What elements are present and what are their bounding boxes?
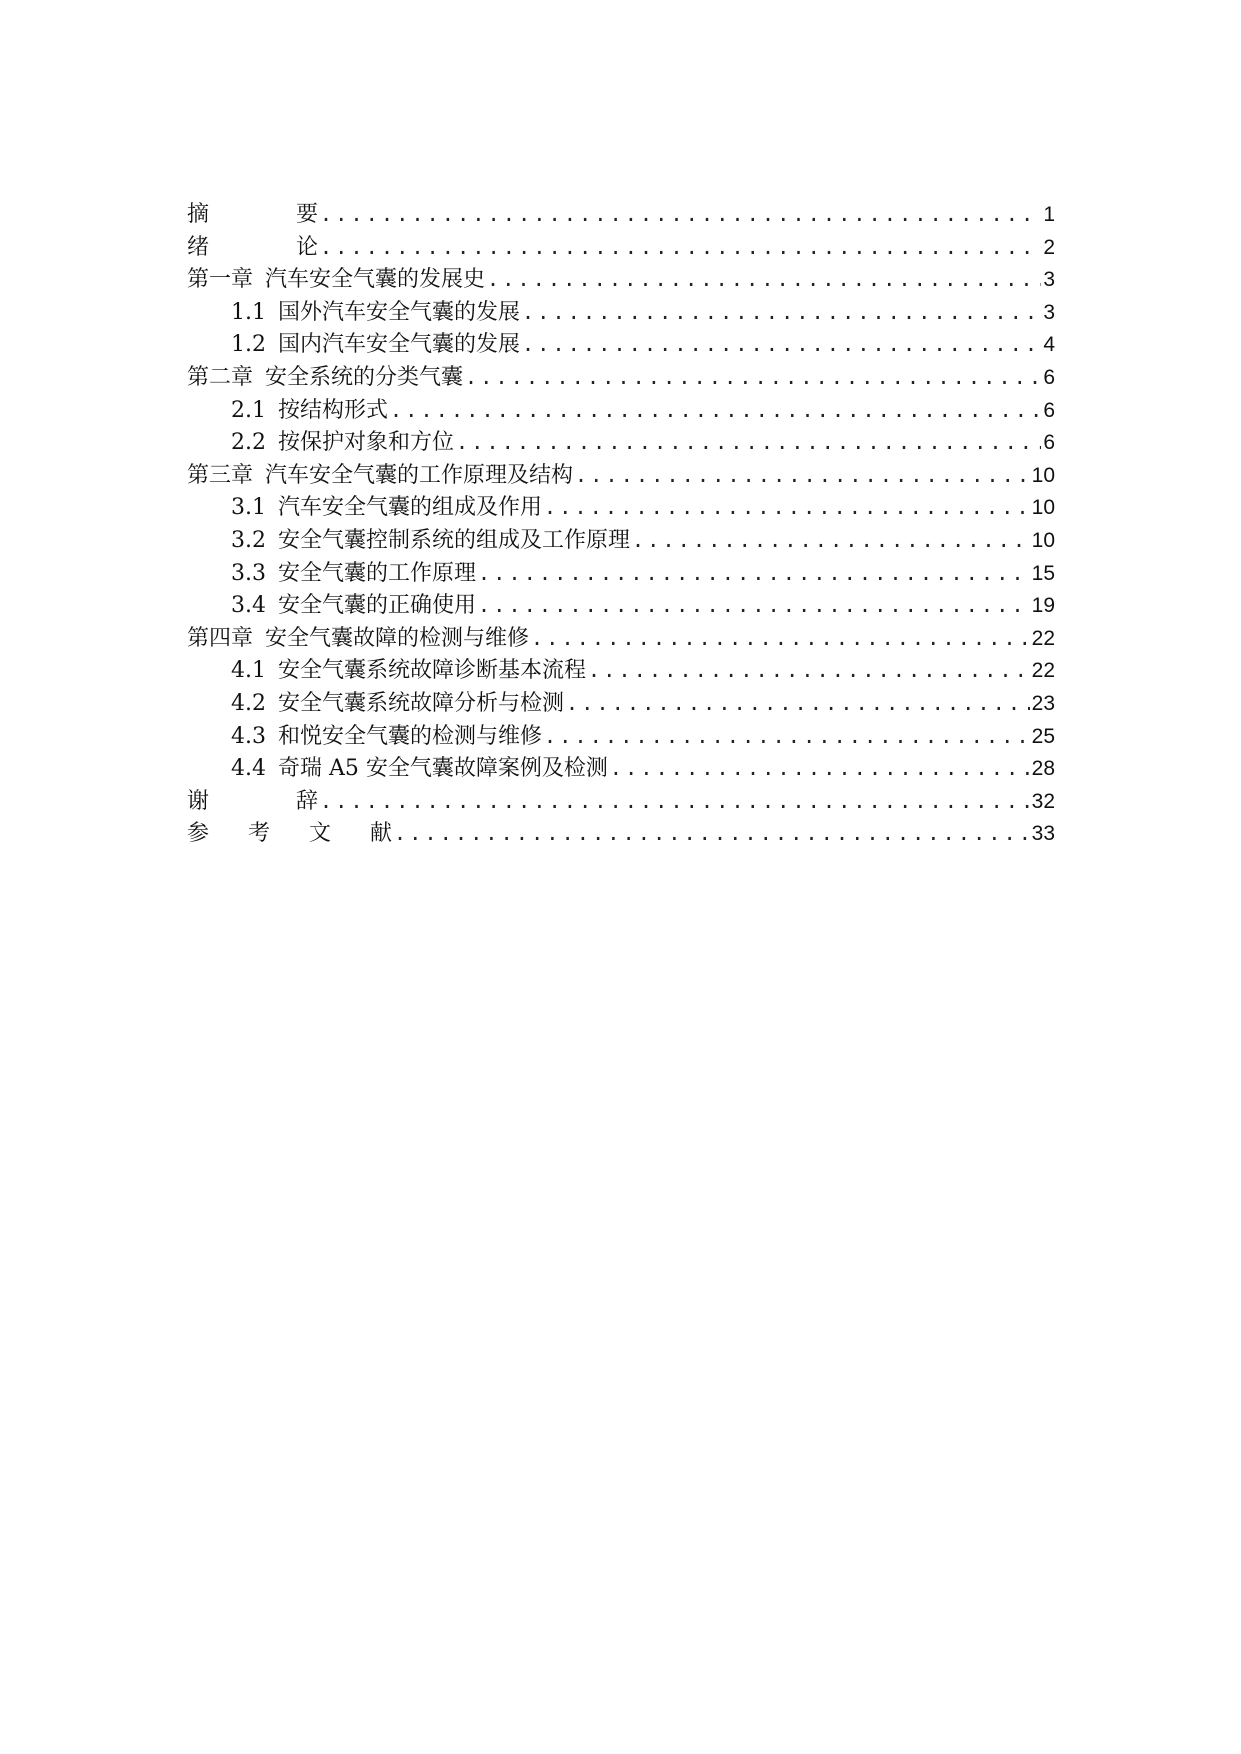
dot-leader <box>478 589 1030 622</box>
toc-entry-number: 4.3 <box>231 723 266 749</box>
toc-entry-title: 绪 论 <box>187 234 358 260</box>
toc-entry-introduction[interactable] <box>187 231 1055 264</box>
toc-entry-chapter-3[interactable] <box>187 459 1055 492</box>
toc-entry-page: 25 <box>1031 724 1055 748</box>
toc-entry-chapter-4[interactable] <box>187 622 1055 655</box>
toc-entry-title <box>231 590 476 623</box>
toc-entry-text: 汽车安全气囊的发展史 <box>265 267 486 293</box>
dot-leader <box>575 459 1030 492</box>
toc-entry-page: 10 <box>1031 496 1055 520</box>
toc-entry-section-4-3[interactable] <box>187 720 1055 753</box>
toc-entry-chapter-2[interactable] <box>187 361 1055 394</box>
toc-entry-page: 2 <box>1043 235 1055 259</box>
table-of-contents <box>187 198 1055 850</box>
toc-entry-number: 第三章 <box>187 462 254 488</box>
toc-entry-page: 19 <box>1031 594 1055 618</box>
toc-entry-section-1-2[interactable] <box>187 328 1055 361</box>
toc-entry-text: 按保护对象和方位 <box>278 430 455 456</box>
toc-entry-title <box>231 655 586 688</box>
toc-entry-title <box>231 427 454 460</box>
toc-entry-number: 2.1 <box>231 397 266 423</box>
toc-entry-text: 国内汽车安全气囊的发展 <box>278 332 521 358</box>
toc-entry-title <box>187 264 485 297</box>
toc-entry-page: 10 <box>1031 528 1055 552</box>
toc-entry-page: 1 <box>1043 203 1055 226</box>
toc-entry-section-3-2[interactable] <box>187 524 1055 557</box>
toc-entry-text: 汽车安全气囊的组成及作用 <box>278 495 543 521</box>
toc-entry-text: 国外汽车安全气囊的发展 <box>278 299 521 325</box>
toc-entry-title <box>231 753 608 786</box>
toc-entry-text: 安全气囊系统故障分析与检测 <box>278 690 565 716</box>
toc-entry-page: 22 <box>1031 626 1055 650</box>
toc-entry-text: 安全系统的分类气囊 <box>265 364 464 390</box>
toc-entry-number: 3.1 <box>231 495 266 521</box>
dot-leader <box>320 198 1041 231</box>
toc-entry-number: 1.1 <box>231 299 266 325</box>
toc-entry-title <box>231 525 630 558</box>
toc-entry-title <box>231 492 542 525</box>
toc-entry-number: 第一章 <box>187 267 254 293</box>
toc-entry-chapter-1[interactable] <box>187 263 1055 296</box>
dot-leader <box>456 426 1041 459</box>
toc-entry-page: 3 <box>1043 300 1055 324</box>
dot-leader <box>610 752 1030 785</box>
dot-leader <box>544 720 1030 753</box>
toc-entry-title <box>231 721 542 754</box>
toc-entry-abstract[interactable] <box>187 198 1055 231</box>
toc-entry-page: 6 <box>1043 398 1055 422</box>
toc-entry-text: 汽车安全气囊的工作原理及结构 <box>265 462 574 488</box>
toc-entry-section-3-4[interactable] <box>187 589 1055 622</box>
dot-leader <box>522 328 1041 361</box>
toc-entry-title: 谢 辞 <box>187 788 358 814</box>
toc-entry-number: 4.1 <box>231 658 266 684</box>
toc-entry-title <box>187 460 573 493</box>
toc-entry-title <box>231 329 520 362</box>
dot-leader <box>487 263 1041 296</box>
toc-entry-number: 2.2 <box>231 430 266 456</box>
toc-entry-text: 按结构形式 <box>278 397 389 423</box>
dot-leader <box>531 622 1030 655</box>
toc-entry-section-4-1[interactable] <box>187 654 1055 687</box>
toc-entry-title <box>231 297 520 330</box>
toc-entry-text: 安全气囊故障的检测与维修 <box>265 625 530 651</box>
toc-entry-title <box>231 688 564 721</box>
toc-entry-title <box>231 395 388 428</box>
toc-entry-acknowledgements[interactable] <box>187 785 1055 818</box>
dot-leader <box>478 557 1030 590</box>
toc-entry-title <box>231 558 476 591</box>
toc-entry-number: 3.3 <box>231 560 266 586</box>
dot-leader <box>390 394 1041 427</box>
toc-entry-page: 22 <box>1031 659 1055 683</box>
toc-entry-page: 4 <box>1043 333 1055 357</box>
toc-entry-section-4-4[interactable] <box>187 752 1055 785</box>
toc-entry-text: 安全气囊系统故障诊断基本流程 <box>278 658 587 684</box>
toc-entry-text: 和悦安全气囊的检测与维修 <box>278 723 543 749</box>
toc-entry-number: 3.2 <box>231 527 266 553</box>
toc-entry-title: 参 考 文 献 <box>187 821 408 847</box>
toc-entry-section-2-1[interactable] <box>187 394 1055 427</box>
toc-entry-title <box>187 623 529 656</box>
toc-entry-page: 23 <box>1031 691 1055 715</box>
toc-entry-number: 第四章 <box>187 625 254 651</box>
toc-entry-page: 15 <box>1031 561 1055 585</box>
toc-entry-title <box>187 362 463 395</box>
dot-leader <box>394 817 1030 850</box>
dot-leader <box>522 296 1041 329</box>
dot-leader <box>320 785 1030 818</box>
dot-leader <box>465 361 1041 394</box>
toc-entry-page: 33 <box>1031 822 1055 846</box>
toc-entry-number: 4.4 <box>231 756 266 782</box>
toc-entry-references[interactable] <box>187 817 1055 850</box>
dot-leader <box>544 491 1030 524</box>
toc-entry-section-4-2[interactable] <box>187 687 1055 720</box>
toc-entry-page: 6 <box>1043 431 1055 455</box>
toc-entry-number: 第二章 <box>187 364 254 390</box>
toc-entry-page: 6 <box>1043 365 1055 389</box>
toc-entry-section-1-1[interactable] <box>187 296 1055 329</box>
toc-entry-number: 4.2 <box>231 690 266 716</box>
toc-entry-page: 3 <box>1043 268 1055 292</box>
dot-leader <box>566 687 1030 720</box>
toc-entry-text: 安全气囊控制系统的组成及工作原理 <box>278 527 631 553</box>
toc-entry-text: 安全气囊的正确使用 <box>278 593 477 619</box>
toc-entry-number: 3.4 <box>231 593 266 619</box>
toc-entry-text: 安全气囊的工作原理 <box>278 560 477 586</box>
toc-entry-section-3-3[interactable] <box>187 557 1055 590</box>
toc-entry-title: 摘 要 <box>187 202 358 227</box>
toc-entry-page: 32 <box>1031 789 1055 813</box>
dot-leader <box>588 654 1030 687</box>
toc-entry-section-2-2[interactable] <box>187 426 1055 459</box>
dot-leader <box>320 231 1041 264</box>
toc-entry-page: 28 <box>1031 757 1055 781</box>
toc-entry-number: 1.2 <box>231 332 266 358</box>
toc-entry-text: 奇瑞 A5 安全气囊故障案例及检测 <box>278 756 608 782</box>
toc-entry-page: 10 <box>1031 463 1055 487</box>
toc-entry-section-3-1[interactable] <box>187 491 1055 524</box>
dot-leader <box>632 524 1030 557</box>
